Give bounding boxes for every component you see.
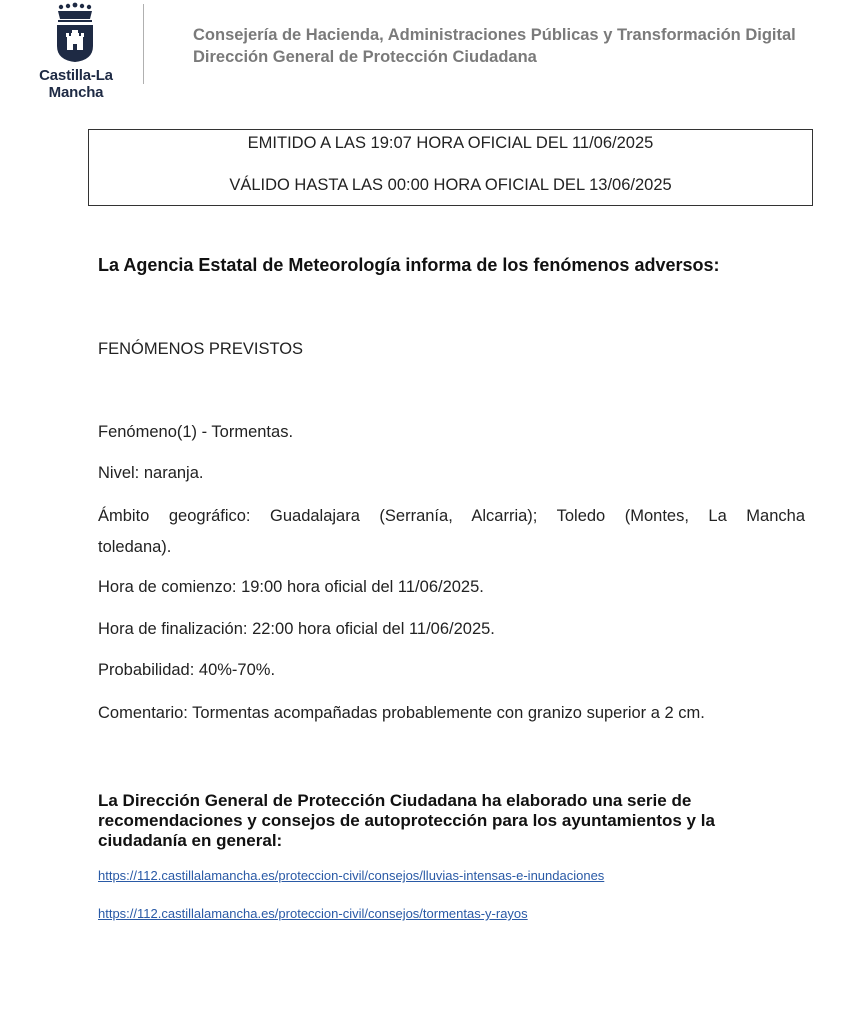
- phenomenon: Fenómeno(1) - Tormentas.: [98, 423, 294, 441]
- warning-level: Nivel: naranja.: [98, 464, 204, 482]
- logo-text: Castilla-La Mancha: [39, 67, 113, 101]
- end-time: Hora de finalización: 22:00 hora oficial del 11/06/2025.: [98, 620, 495, 638]
- comment: Comentario: Tormentas acompañadas probablemente con granizo superior a 2 cm.: [98, 704, 705, 722]
- directorate-name: Dirección General de Protección Ciudadana: [193, 48, 537, 66]
- header-divider: [143, 4, 144, 84]
- recommendations-line2: recomendaciones y consejos de autoprotección para los ayuntamientos y la: [98, 811, 715, 830]
- valid-until: VÁLIDO HASTA LAS 00:00 HORA OFICIAL DEL 13/06/2025: [229, 176, 672, 194]
- floods-advice-link[interactable]: https://112.castillalamancha.es/proteccion-civil/consejos/lluvias-intensas-e-inundaciones: [98, 868, 605, 883]
- recommendations-text: [98, 791, 788, 851]
- recommendations-line3: ciudadanía en general:: [98, 831, 283, 850]
- department-name: Consejería de Hacienda, Administraciones Públicas y Transformación Digital: [193, 26, 796, 44]
- storms-advice-link[interactable]: https://112.castillalamancha.es/proteccion-civil/consejos/tormentas-y-rayos: [98, 906, 528, 921]
- recommendations-line1: La Dirección General de Protección Ciudadana ha elaborado una serie de: [98, 791, 692, 810]
- emission-box: [88, 129, 813, 206]
- document-header: [0, 0, 865, 101]
- geographic-scope-line1: Ámbito geográfico: Guadalajara (Serranía, Alcarria); Toledo (Montes, La Mancha: [98, 507, 805, 525]
- department-info: [193, 24, 796, 68]
- issued-time: EMITIDO A LAS 19:07 HORA OFICIAL DEL 11/06/2025: [247, 134, 654, 152]
- start-time: Hora de comienzo: 19:00 hora oficial del 11/06/2025.: [98, 578, 484, 596]
- coat-of-arms-icon: [51, 2, 99, 64]
- section-title: FENÓMENOS PREVISTOS: [98, 340, 304, 358]
- probability: Probabilidad: 40%-70%.: [98, 661, 276, 679]
- aemet-heading: La Agencia Estatal de Meteorología informa de los fenómenos adversos:: [98, 255, 720, 275]
- castilla-la-mancha-logo: [8, 2, 140, 101]
- geographic-scope-line2: toledana).: [98, 538, 172, 556]
